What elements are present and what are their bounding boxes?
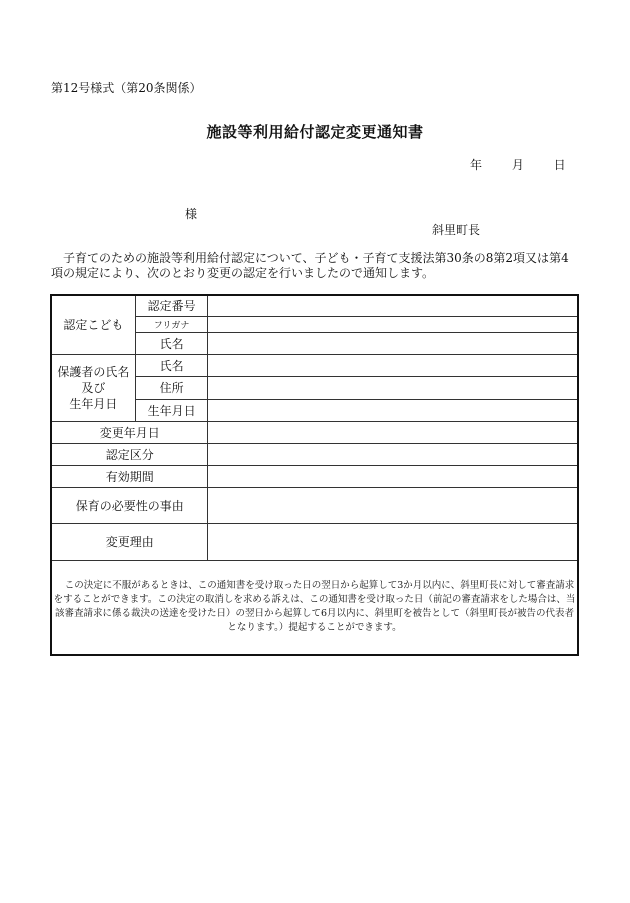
value-guardian-name	[208, 354, 578, 376]
value-guardian-address	[208, 376, 578, 399]
value-guardian-birthdate	[208, 399, 578, 421]
label-guardian-birthdate: 生年月日	[135, 399, 208, 421]
label-valid-period: 有効期間	[51, 465, 208, 487]
date-month: 月	[511, 158, 524, 172]
appeal-notice	[51, 560, 578, 655]
value-child-furigana	[208, 316, 578, 332]
label-change-reason: 変更理由	[51, 523, 208, 560]
date-year: 年	[470, 158, 483, 172]
date-day: 日	[553, 158, 566, 172]
label-certification-number: 認定番号	[135, 295, 208, 316]
label-change-date: 変更年月日	[51, 421, 208, 443]
label-child-name: 氏名	[135, 332, 208, 354]
appeal-notice-text: この決定に不服があるときは、この通知書を受け取った日の翌日から起算して3か月以内に、斜里町長に対して審査請求をすることができます。この決定の取消しを求める訴えは、この通知書を受け取った日（前記の審査請求をした場合は、当該審査請求に係る裁決の送達を受けた日）の翌日から起算して6月以内に、斜里町を被告として（斜里町長が被告の代表者となります。）提起することができます。	[53, 580, 576, 633]
label-guardian-address: 住所	[135, 376, 208, 399]
document-title: 施設等利用給付認定変更通知書	[206, 123, 424, 141]
guardian-label-line3: 生年月日	[69, 396, 118, 411]
value-change-reason	[208, 523, 578, 560]
recipient-suffix: 様	[185, 207, 198, 221]
value-change-date	[208, 421, 578, 443]
guardian-label-line1: 保護者の氏名	[57, 364, 130, 379]
label-guardian-name: 氏名	[135, 354, 208, 376]
child-group-label: 認定こども	[51, 295, 135, 354]
value-certification-number	[208, 295, 578, 316]
value-valid-period	[208, 465, 578, 487]
certification-table	[50, 294, 579, 656]
value-certification-category	[208, 443, 578, 465]
label-childcare-need-reason: 保育の必要性の事由	[51, 487, 208, 523]
label-child-furigana: フリガナ	[135, 316, 208, 332]
value-child-name	[208, 332, 578, 354]
guardian-group-label	[51, 354, 135, 421]
intro-paragraph: 子育てのための施設等利用給付認定について、子ども・子育て支援法第30条の8第2項又は第4項の規定により、次のとおり変更の認定を行いましたので通知します。	[51, 251, 569, 280]
value-childcare-need-reason	[208, 487, 578, 523]
issue-date	[470, 156, 566, 173]
label-certification-category: 認定区分	[51, 443, 208, 465]
issuer: 斜里町長	[432, 223, 481, 237]
form-number: 第12号様式（第20条関係）	[51, 81, 202, 95]
guardian-label-line2: 及び	[81, 380, 106, 395]
